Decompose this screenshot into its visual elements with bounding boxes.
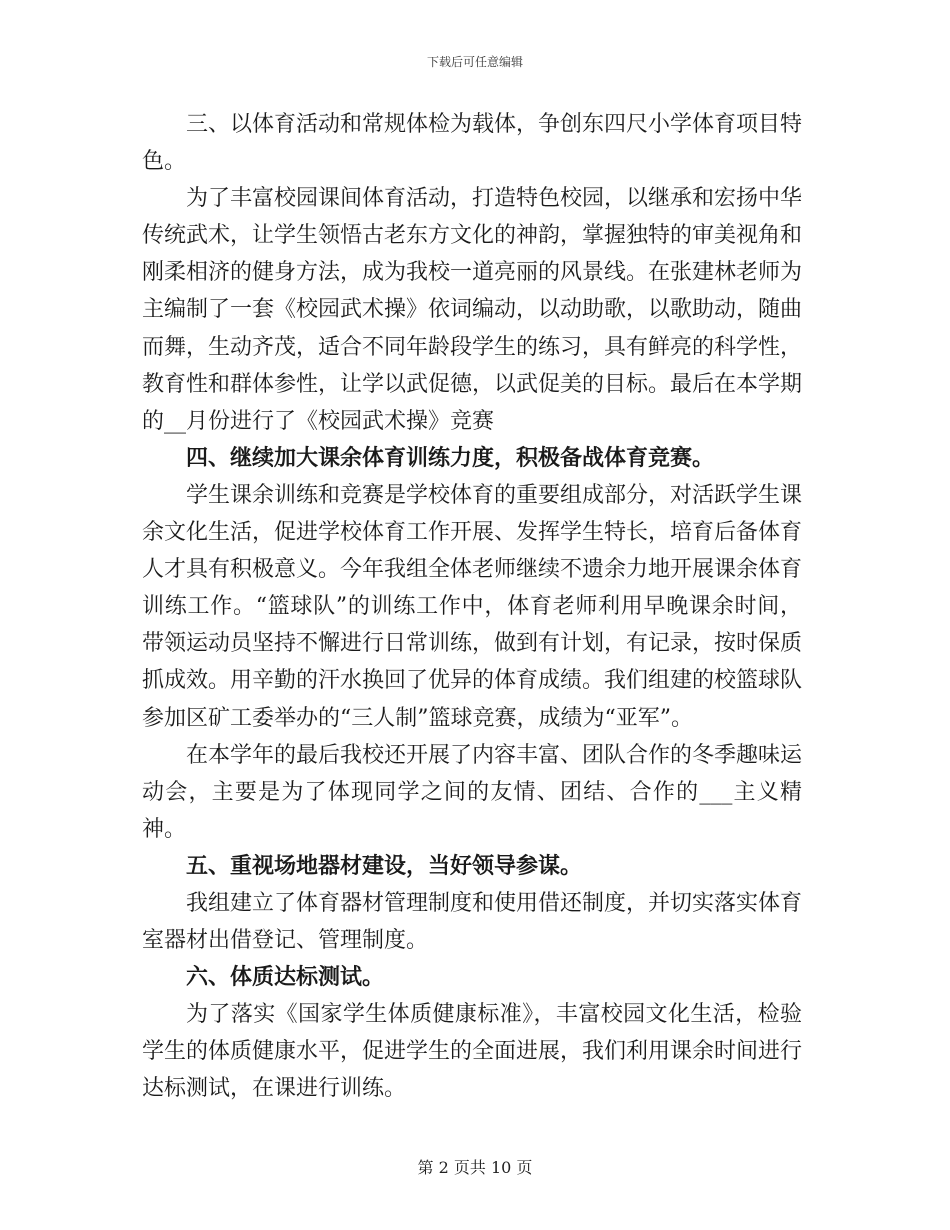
paragraph-winter-games: 在本学年的最后我校还开展了内容丰富、团队合作的冬季趣味运动会，主要是为了体现同学之间的友情、团结、合作的___主义精神。 (142, 742, 803, 842)
paragraph-training: 学生课余训练和竞赛是学校体育的重要组成部分，对活跃学生课余文化生活，促进学校体育工作开展、发挥学生特长，培育后备体育人才具有积极意义。今年我组全体老师继续不遗余力地开展课余体育训练工作。“篮球队”的训练工作中，体育老师利用早晚课余时间，带领运动员坚持不懈进行日常训练，做到有计划，有记录，按时保质抓成效。用辛勤的汗水换回了优异的体育成绩。我们组建的校篮球队参加区矿工委举办的“三人制”篮球竞赛，成绩为“亚军”。 (142, 482, 803, 731)
paragraph-fitness-test: 为了落实《国家学生体质健康标准》，丰富校园文化生活，检验学生的体质健康水平，促进学生的全面进展，我们利用课余时间进行达标测试，在课进行训练。 (142, 1002, 803, 1102)
document-body (142, 106, 802, 1108)
page-footer: 第 2 页共 10 页 (417, 1158, 533, 1177)
paragraph-equipment: 我组建立了体育器材管理制度和使用借还制度，并切实落实体育室器材出借登记、管理制度。 (142, 890, 803, 954)
page-header: 下载后可任意编辑 (426, 55, 523, 69)
heading-section-4: 四、继续加大课余体育训练力度，积极备战体育竞赛。 (186, 445, 715, 471)
paragraph-section-3: 三、以体育活动和常规体检为载体，争创东四尺小学体育项目特色。 (142, 112, 803, 175)
paragraph-martial-arts: 为了丰富校园课间体育活动，打造特色校园，以继承和宏扬中华传统武术，让学生领悟古老东方文化的神韵，掌握独特的审美视角和刚柔相济的健身方法，成为我校一道亮丽的风景线。在张建林老师为主编制了一套《校园武术操》依词编动，以动助歌，以歌助动，随曲而舞，生动齐茂，适合不同年龄段学生的练习，具有鲜亮的科学性，教育性和群体参性，让学以武促德，以武促美的目标。最后在本学期的__月份进行了《校园武术操》竞赛 (142, 186, 803, 434)
heading-section-6: 六、体质达标测试。 (186, 965, 385, 991)
heading-section-5: 五、重视场地器材建设，当好领导参谋。 (186, 853, 583, 879)
